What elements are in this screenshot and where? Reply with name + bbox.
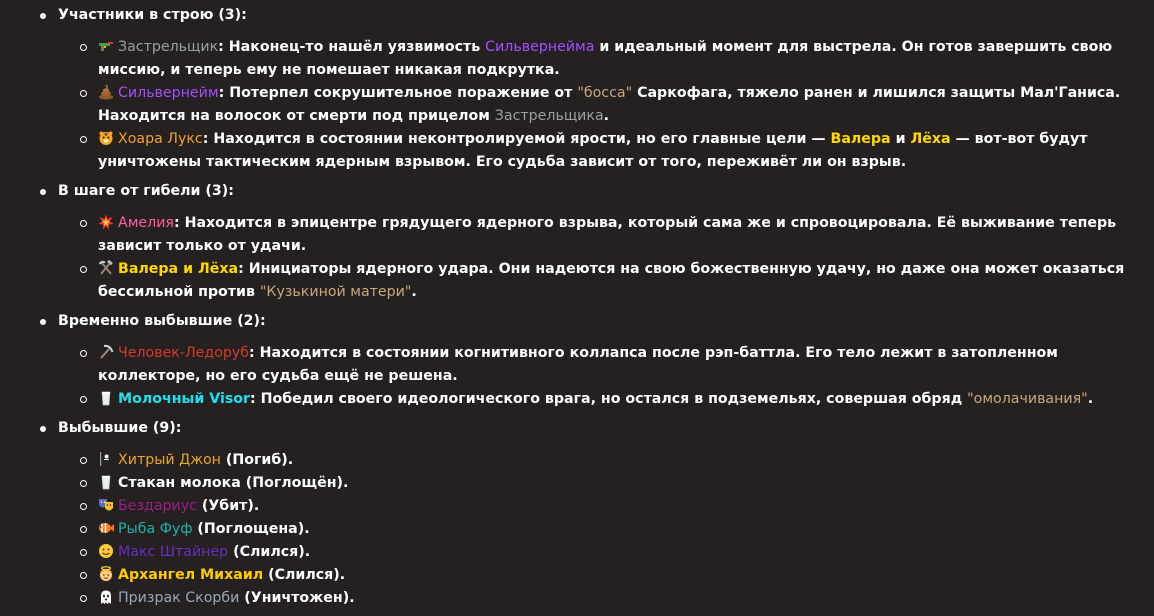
item-text: (Слился). xyxy=(228,544,311,560)
tiger-icon xyxy=(98,130,114,146)
circle-bullet-icon xyxy=(80,90,87,97)
circle-bullet-icon xyxy=(80,136,87,143)
character-name: Сильвернейм xyxy=(118,85,219,101)
character-name: Человек-Ледоруб xyxy=(118,345,250,361)
sections-list xyxy=(40,4,1134,610)
fish-icon xyxy=(98,520,114,536)
circle-bullet-icon xyxy=(80,549,87,556)
character-name: Лёха xyxy=(910,131,951,147)
list-item xyxy=(80,472,1134,495)
gun-icon xyxy=(98,38,114,54)
bullet-icon xyxy=(40,319,46,325)
circle-bullet-icon xyxy=(80,572,87,579)
section xyxy=(40,4,1134,174)
item-text: (Убит). xyxy=(196,498,260,514)
character-name: Застрельщик xyxy=(118,39,219,55)
item-text: Саркофага, тяжело ранен и лишился защиты Мал'Ганиса. Находится на волосок от смерти под прицелом xyxy=(98,85,1121,124)
item-text: : Потерпел сокрушительное поражение от xyxy=(218,85,578,101)
list-item xyxy=(80,388,1134,411)
circle-bullet-icon xyxy=(80,503,87,510)
list-item xyxy=(80,541,1134,564)
character-name: Бездариус xyxy=(118,498,197,514)
list-item xyxy=(80,518,1134,541)
angel-icon xyxy=(98,566,114,582)
section-items xyxy=(58,449,1134,610)
circle-bullet-icon xyxy=(80,480,87,487)
character-name: Застрельщика xyxy=(494,108,604,124)
section-title: Временно выбывшие (2): xyxy=(58,313,266,329)
circle-bullet-icon xyxy=(80,266,87,273)
item-text: (Слился). xyxy=(263,567,346,583)
bullet-icon xyxy=(40,426,46,432)
item-text: . xyxy=(411,284,417,300)
item-text: : Инициаторы ядерного удара. Они надеются на свою божественную удачу, но даже она может оказаться бессильной против xyxy=(98,261,1125,300)
item-text: : Находится в состоянии неконтролируемой ярости, но его главные цели — xyxy=(202,131,831,147)
list-item xyxy=(80,82,1134,128)
list-item xyxy=(80,258,1134,304)
section xyxy=(40,180,1134,304)
list-item xyxy=(80,587,1134,610)
milk-glass-icon xyxy=(98,474,114,490)
explosion-icon xyxy=(98,214,114,230)
character-name: Валера и Лёха xyxy=(118,261,239,277)
item-text: — вот-вот будут уничтожены тактическим ядерным взрывом. Его судьба зависит от того, переживёт ли он взрыв. xyxy=(98,131,1088,170)
list-item xyxy=(80,342,1134,388)
hammer-pick-icon xyxy=(98,260,114,276)
item-text: : Победил своего идеологического врага, но остался в подземельях, совершая обряд xyxy=(250,391,968,407)
list-item xyxy=(80,495,1134,518)
character-name: Хоара Лукс xyxy=(118,131,203,147)
list-item xyxy=(80,128,1134,174)
character-name: Хитрый Джон xyxy=(118,452,221,468)
section xyxy=(40,310,1134,411)
character-name: Сильвернейма xyxy=(485,39,595,55)
section xyxy=(40,417,1134,610)
item-text: : Наконец-то нашёл уязвимость xyxy=(218,39,486,55)
item-text: (Погиб). xyxy=(220,452,294,468)
item-text: (Уничтожен). xyxy=(239,590,355,606)
character-name: "Кузькиной матери" xyxy=(259,284,412,300)
character-name: Рыба Фуф xyxy=(118,521,193,537)
poop-icon xyxy=(98,84,114,100)
character-name: Макс Штайнер xyxy=(118,544,229,560)
circle-bullet-icon xyxy=(80,44,87,51)
section-items xyxy=(58,36,1134,174)
bullet-icon xyxy=(40,13,46,19)
circle-bullet-icon xyxy=(80,457,87,464)
circle-bullet-icon xyxy=(80,350,87,357)
item-text: и xyxy=(890,131,911,147)
bullet-icon xyxy=(40,189,46,195)
smiley-icon xyxy=(98,543,114,559)
item-text: и идеальный момент для выстрела. Он готов завершить свою миссию, и теперь ему не помешает никакая подкрутка. xyxy=(98,39,1113,78)
list-item xyxy=(80,449,1134,472)
section-items xyxy=(58,342,1134,411)
section-title: Выбывшие (9): xyxy=(58,420,182,436)
character-name: Молочный Visor xyxy=(118,391,251,407)
item-text: . xyxy=(1087,391,1094,407)
circle-bullet-icon xyxy=(80,220,87,227)
theater-masks-icon xyxy=(98,497,114,513)
section-items xyxy=(58,212,1134,304)
pickaxe-icon xyxy=(98,344,114,360)
character-name: Архангел Михаил xyxy=(118,567,264,583)
section-title: В шаге от гибели (3): xyxy=(58,183,234,199)
list-item xyxy=(80,564,1134,587)
character-name: Амелия xyxy=(118,215,174,231)
character-name: "омолачивания" xyxy=(967,391,1088,407)
item-text: : Находится в эпицентре грядущего ядерного взрыва, который сама же и спровоцировала. Её выживание теперь зависит только от удачи. xyxy=(98,215,1117,254)
item-text: Стакан молока (Поглощён). xyxy=(118,475,349,491)
item-text: . xyxy=(603,108,610,124)
item-text: : Находится в состоянии когнитивного коллапса после рэп-баттла. Его тело лежит в затопленном коллекторе, но его судьба ещё не решена. xyxy=(98,345,1058,384)
section-title: Участники в строю (3): xyxy=(58,7,247,23)
ghost-icon xyxy=(98,589,114,605)
milk-glass-icon xyxy=(98,390,114,406)
circle-bullet-icon xyxy=(80,526,87,533)
character-name: Призрак Скорби xyxy=(118,590,240,606)
circle-bullet-icon xyxy=(80,595,87,602)
character-name: "босса" xyxy=(577,85,633,101)
character-name: Валера xyxy=(830,131,891,147)
pirate-flag-icon xyxy=(98,451,114,467)
list-item xyxy=(80,36,1134,82)
list-item xyxy=(80,212,1134,258)
item-text: (Поглощена). xyxy=(192,521,310,537)
circle-bullet-icon xyxy=(80,396,87,403)
